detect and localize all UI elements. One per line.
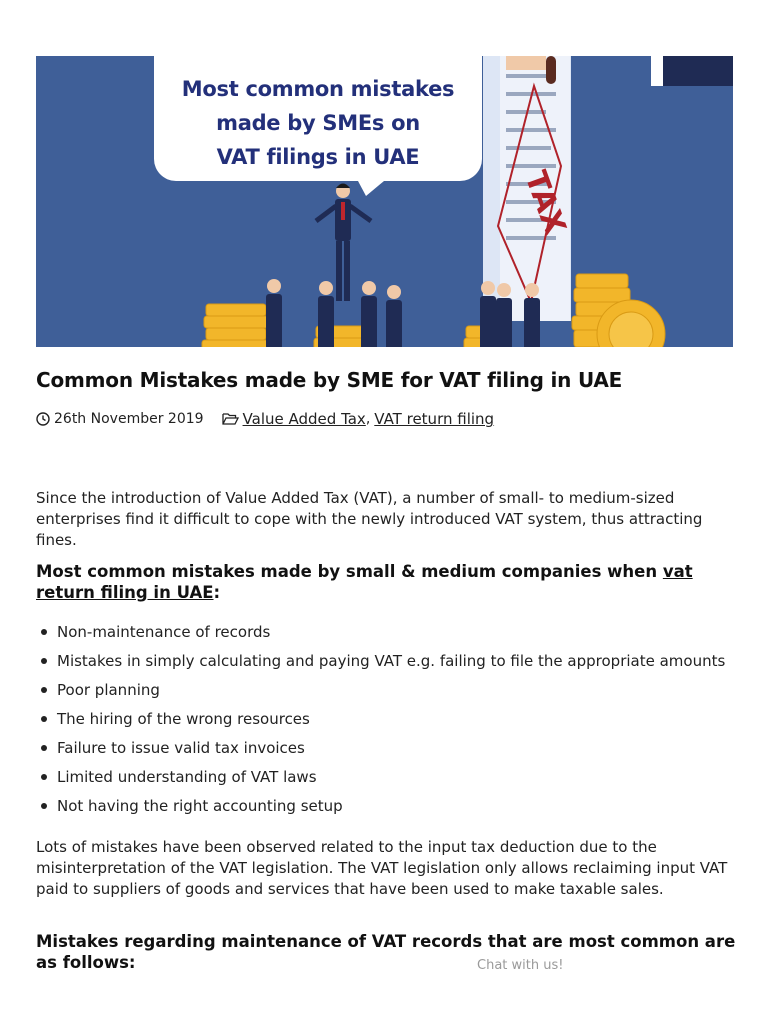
list-item-text: Failure to issue valid tax invoices bbox=[57, 738, 305, 757]
vat-return-filing-link[interactable]: vat return filing in UAE bbox=[36, 562, 693, 602]
heading-text: Most common mistakes made by small & medium companies when bbox=[36, 562, 663, 581]
category-link-vat-return-filing[interactable]: VAT return filing bbox=[374, 410, 495, 428]
list-item-text: Poor planning bbox=[57, 680, 160, 699]
list-item-text: Mistakes in simply calculating and paying VAT e.g. failing to file the appropriate amounts bbox=[57, 651, 726, 670]
folder-open-icon bbox=[222, 412, 239, 426]
list-item bbox=[36, 762, 725, 791]
list-item-text: The hiring of the wrong resources bbox=[57, 709, 310, 728]
list-item-text: Non-maintenance of records bbox=[57, 622, 271, 641]
chat-with-us-link[interactable]: Chat with us! bbox=[477, 958, 564, 973]
bullet-icon bbox=[41, 658, 47, 664]
list-item-text: Not having the right accounting setup bbox=[57, 796, 343, 815]
article-meta bbox=[36, 410, 494, 428]
hero-headline-line: Most common mistakes bbox=[181, 77, 455, 101]
list-item bbox=[36, 733, 725, 762]
mistakes-list bbox=[36, 617, 725, 820]
list-item bbox=[36, 675, 725, 704]
bullet-icon bbox=[41, 629, 47, 635]
section-heading-records: Mistakes regarding maintenance of VAT records that are most common are as follows: bbox=[36, 932, 736, 972]
hero-headline-line: made by SMEs on bbox=[216, 111, 420, 135]
list-item bbox=[36, 791, 725, 820]
bullet-icon bbox=[41, 745, 47, 751]
list-item bbox=[36, 617, 725, 646]
hero-headline bbox=[154, 72, 482, 174]
article-title: Common Mistakes made by SME for VAT filing in UAE bbox=[36, 368, 623, 392]
bullet-icon bbox=[41, 803, 47, 809]
hero-image bbox=[36, 56, 733, 347]
list-item bbox=[36, 704, 725, 733]
section-heading-mistakes bbox=[36, 561, 736, 603]
post-date: 26th November 2019 bbox=[54, 411, 204, 427]
list-item-text: Limited understanding of VAT laws bbox=[57, 767, 317, 786]
hero-headline-line: VAT filings in UAE bbox=[216, 145, 420, 169]
list-item bbox=[36, 646, 725, 675]
categories bbox=[222, 410, 495, 428]
intro-paragraph: Since the introduction of Value Added Tax (VAT), a number of small- to medium-sized enterprises find it difficult to cope with the newly introduced VAT system, thus attracting fines. bbox=[36, 489, 703, 549]
heading-colon: : bbox=[213, 583, 221, 602]
bullet-icon bbox=[41, 716, 47, 722]
clock-icon bbox=[36, 412, 50, 426]
bullet-icon bbox=[41, 687, 47, 693]
speech-bubble bbox=[154, 56, 482, 181]
bullet-icon bbox=[41, 774, 47, 780]
category-separator: , bbox=[365, 411, 371, 427]
input-tax-paragraph: Lots of mistakes have been observed related to the input tax deduction due to the misinterpretation of the VAT legislation. The VAT legislation only allows reclaiming input VAT paid to suppliers of goods and services that have been used to make taxable sales. bbox=[36, 838, 728, 898]
receipt-stamp-text: TAX bbox=[517, 166, 573, 240]
category-link-value-added-tax[interactable]: Value Added Tax bbox=[242, 410, 366, 428]
